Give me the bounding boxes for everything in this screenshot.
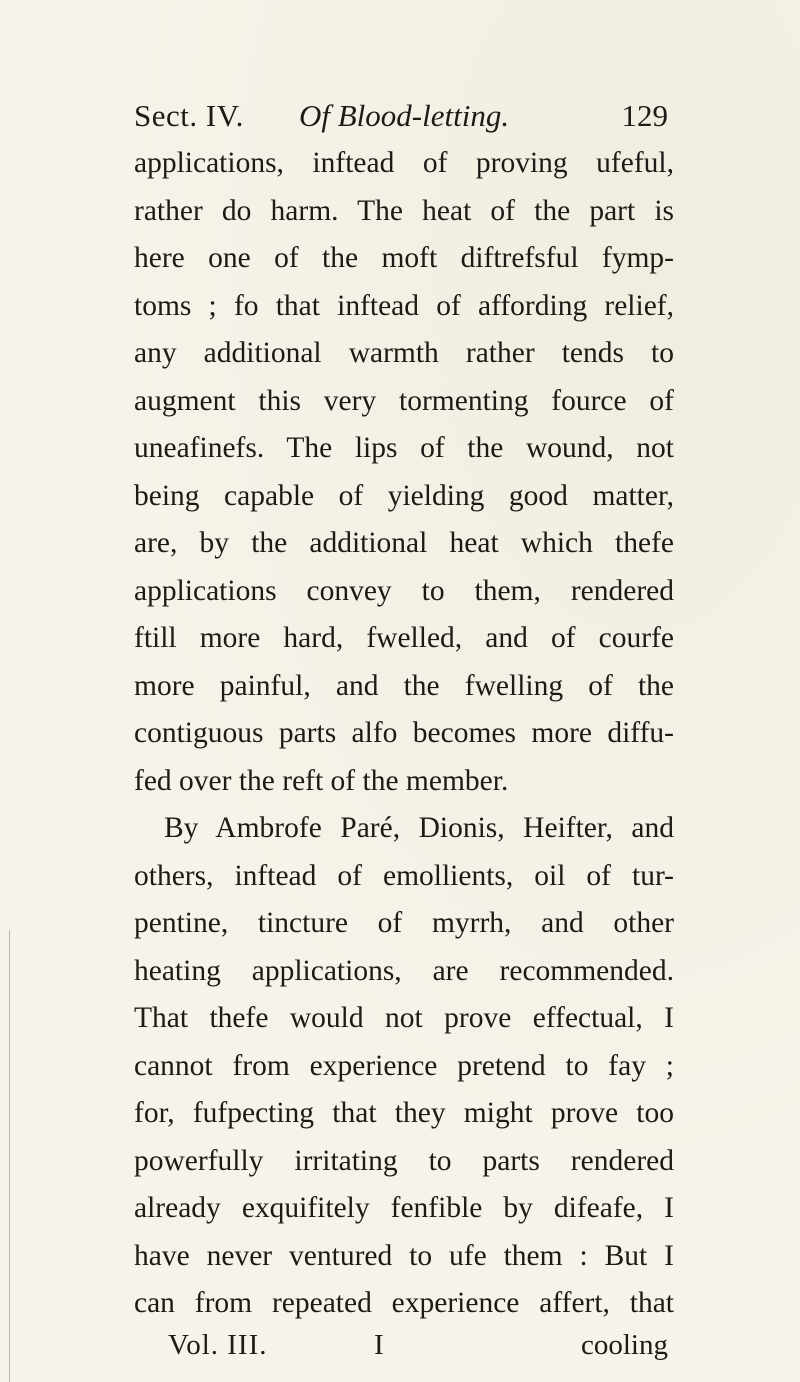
- text-line: toms ; fo that inftead of affording relief,: [134, 289, 674, 322]
- text-line: others, inftead of emollients, oil of tur-: [134, 859, 674, 892]
- text-line: uneafinefs. The lips of the wound, not: [134, 432, 674, 464]
- running-title: Of Blood-letting.: [299, 98, 510, 133]
- text-line: any additional warmth rather tends to: [134, 337, 674, 369]
- text-line: heating applications, are recommended.: [134, 954, 674, 987]
- volume-label: Vol. III.: [168, 1329, 268, 1361]
- body-text: [134, 140, 674, 1328]
- text-line: That thefe would not prove effectual, I: [134, 1002, 674, 1034]
- text-line: augment this very tormenting fource of: [134, 384, 674, 417]
- text-line: ftill more hard, fwelled, and of courfe: [134, 622, 674, 654]
- signature-mark: I: [374, 1329, 384, 1361]
- text-line: are, by the additional heat which thefe: [134, 527, 674, 559]
- running-head: [134, 98, 668, 146]
- text-line: for, fufpecting that they might prove too: [134, 1097, 674, 1129]
- page-footer: [168, 1325, 668, 1365]
- catchword: cooling: [581, 1329, 668, 1361]
- text-line: applications convey to them, rendered: [134, 574, 674, 607]
- text-line: have never ventured to ufe them : But I: [134, 1239, 674, 1272]
- paragraph-first-line: By Ambrofe Paré, Dionis, Heifter, and: [164, 812, 674, 844]
- text-line: can from repeated experience affert, that: [134, 1287, 674, 1319]
- page-edge-line: [9, 930, 10, 1382]
- text-line: pentine, tincture of myrrh, and other: [134, 907, 674, 939]
- text-line: contiguous parts alfo becomes more diffu-: [134, 717, 674, 749]
- text-line: more painful, and the fwelling of the: [134, 669, 674, 702]
- text-line: powerfully irritating to parts rendered: [134, 1144, 674, 1177]
- section-label: Sect. IV.: [134, 98, 244, 133]
- text-line: applications, inftead of proving ufeful,: [134, 147, 674, 179]
- text-line: being capable of yielding good matter,: [134, 479, 674, 512]
- text-line: here one of the moft diftrefsful fymp-: [134, 242, 674, 274]
- page-number: 129: [621, 98, 668, 133]
- text-line: rather do harm. The heat of the part is: [134, 194, 674, 227]
- text-line: fed over the reft of the member.: [134, 764, 509, 797]
- text-line: already exquifitely fenfible by difeafe, I: [134, 1192, 674, 1224]
- text-line: cannot from experience pretend to fay ;: [134, 1049, 674, 1082]
